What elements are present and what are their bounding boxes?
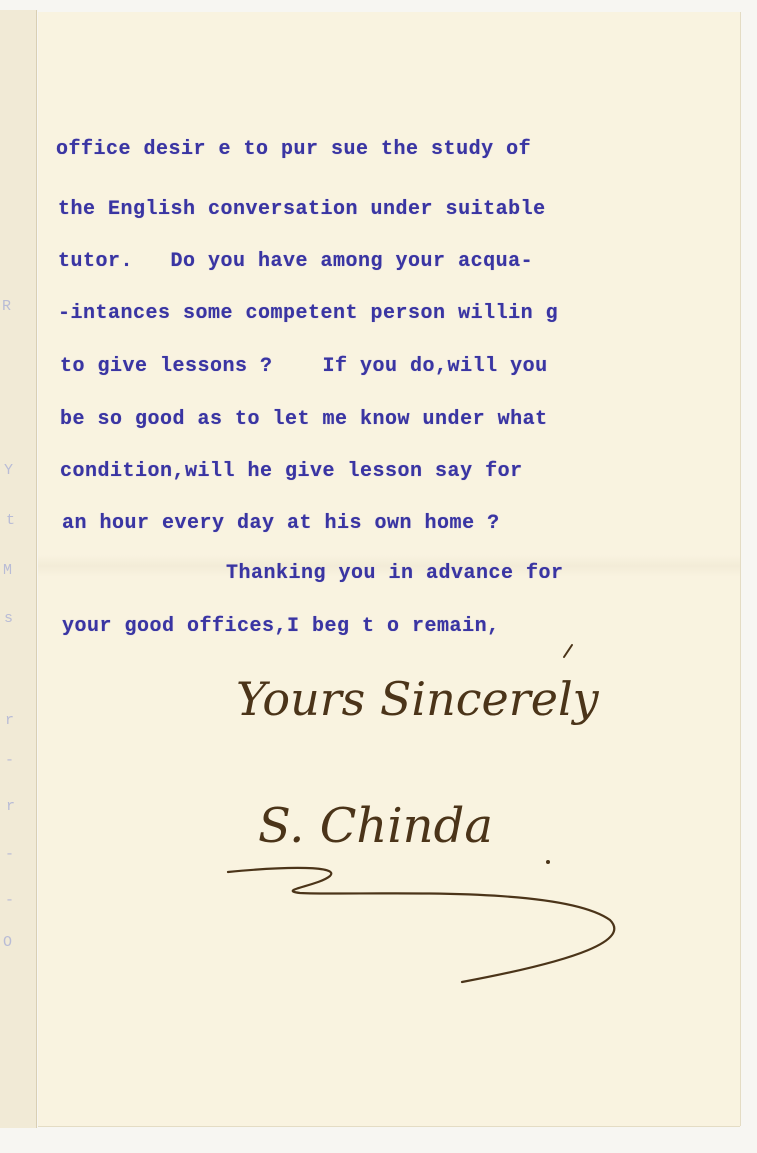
letter-line: tutor. Do you have among your acqua-: [58, 250, 534, 273]
bleed-char: s: [4, 610, 14, 627]
bleed-char: -: [5, 892, 15, 909]
bleed-char: O: [3, 934, 13, 951]
closing-handwritten: Yours Sincerely: [236, 672, 599, 726]
letter-line: office desir e to pur sue the study of: [56, 138, 532, 161]
letter-line: Thanking you in advance for: [226, 562, 564, 585]
bleed-char: Y: [4, 462, 14, 479]
letter-line: condition,will he give lesson say for: [60, 460, 523, 483]
letter-line: your good offices,I beg t o remain,: [62, 615, 500, 638]
signature-handwritten: S. Chinda: [258, 798, 493, 854]
letter-line: to give lessons ? If you do,will you: [60, 355, 548, 378]
bleed-char: M: [3, 562, 13, 579]
bleed-char: -: [5, 752, 15, 769]
letter-line: be so good as to let me know under what: [60, 408, 548, 431]
bleed-char: r: [6, 798, 16, 815]
bleed-char: t: [6, 512, 16, 529]
letter-line: the English conversation under suitable: [58, 198, 546, 221]
bleed-char: -: [5, 846, 15, 863]
bleed-char: R: [2, 298, 12, 315]
letter-line: -intances some competent person willin g: [58, 302, 559, 325]
bleed-char: r: [5, 712, 15, 729]
letter-line: an hour every day at his own home ?: [62, 512, 500, 535]
